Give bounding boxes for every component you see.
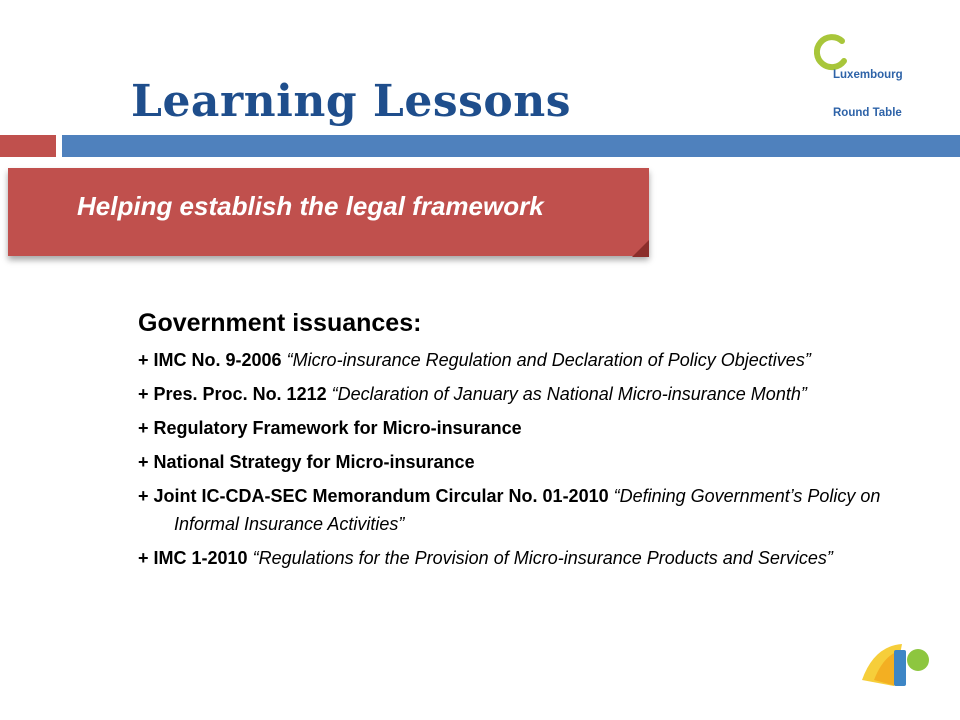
section-heading: Government issuances:: [138, 309, 422, 337]
issuance-desc: “Defining Government’s Policy on Informal Insurance Activities”: [174, 486, 881, 534]
list-item: [138, 482, 898, 538]
accent-bar-red: [0, 135, 56, 157]
issuance-desc: “Declaration of January as National Micro-insurance Month”: [331, 384, 807, 404]
issuance-ref: + Pres. Proc. No. 1212: [138, 384, 327, 404]
logo-line-2: Round Table: [833, 106, 902, 119]
issuance-ref: + Regulatory Framework for Micro-insurance: [138, 418, 522, 438]
issuance-desc: “Regulations for the Provision of Micro-insurance Products and Services”: [252, 548, 833, 568]
list-item: [138, 544, 898, 572]
accent-bar-blue: [62, 135, 960, 157]
logo-line-1: Luxembourg: [833, 69, 903, 81]
banner-fold: [632, 240, 649, 257]
issuance-list: [138, 346, 898, 578]
luxembourg-round-table-logo: [812, 33, 932, 119]
list-item: [138, 380, 898, 408]
issuance-desc: “Micro-insurance Regulation and Declaration of Policy Objectives”: [286, 350, 811, 370]
issuance-ref: + IMC 1-2010: [138, 548, 248, 568]
logo-text: [833, 44, 915, 182]
list-item: [138, 448, 898, 476]
corner-logo-icon: [854, 640, 934, 690]
issuance-ref: + IMC No. 9-2006: [138, 350, 282, 370]
banner-text: Helping establish the legal framework: [77, 191, 544, 221]
issuance-ref: + Joint IC-CDA-SEC Memorandum Circular No. 01-2010: [138, 486, 609, 506]
list-item: [138, 346, 898, 374]
issuance-ref: + National Strategy for Micro-insurance: [138, 452, 475, 472]
slide-title: Learning Lessons: [131, 76, 571, 127]
list-item: [138, 414, 898, 442]
